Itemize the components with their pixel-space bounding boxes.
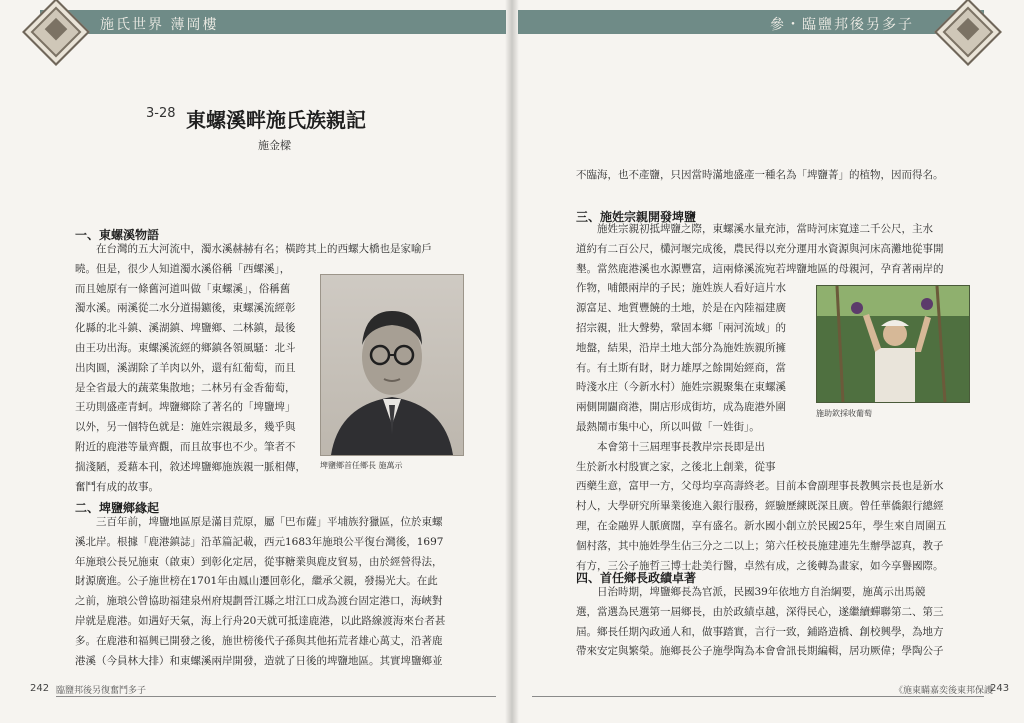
text-line: 港溪（今員林大排）和東螺溪兩岸開發，造就了日後的埤鹽地區。其實埤鹽鄉並 [75, 654, 443, 667]
text-line: 西藥生意，富甲一方，父母均享高壽終老。目前本會副理事長教興宗長也是新水 [576, 480, 944, 493]
text-line: 附近的鹿港等量齊觀，而且故事也不少。筆者不 [75, 440, 296, 453]
text-line: 是全省最大的蔬菜集散地；二林另有金香葡萄， [75, 381, 296, 394]
text-line: 王功則盛產青蚵。埤鹽鄉除了著名的「埤鹽埤」 [75, 401, 296, 414]
text-line: 岸就是鹿港。如遇好天氣，海上行舟20天就可抵達鹿港，以此路線渡海來台者甚 [75, 614, 446, 627]
section-heading: 一、東螺溪物語 [75, 228, 160, 242]
portrait-illustration [321, 275, 463, 455]
header-text: 參・臨鹽邦後另多子 [770, 17, 914, 33]
text-line: 有方，三公子施哲三博士赴美行醫，卓然有成，之後轉為畫家，如今享譽國際。 [576, 559, 944, 572]
photo-caption: 埤鹽鄉首任鄉長 施萬示 [320, 461, 403, 470]
text-line: 以外，另一個特色就是：施姓宗親最多，幾乎與 [75, 421, 296, 434]
text-line: 屆。鄉長任期內政通人和，做事踏實，言行一致，鋪路造橋、創校興學，為地方 [576, 625, 944, 638]
text-line: 村人，大學研究所畢業後進入銀行服務，經驗歷練既深且廣。曾任華僑銀行總經 [576, 500, 944, 513]
page-number: 242 [30, 683, 50, 694]
text-line: 帶來安定與繁榮。施鄉長公子施學陶為本會會訊長期編輯，居功厥偉；學陶公子 [576, 645, 944, 658]
article-number: 3-28 [146, 106, 176, 121]
text-line: 源富足、地質豐饒的土地，於是在內陸福建廣 [576, 302, 786, 315]
section-heading: 四、首任鄉長政績卓著 [576, 571, 697, 585]
text-line: 日治時期，埤鹽鄉長為官派，民國39年依地方自治綱要，施萬示出馬競 [576, 586, 926, 598]
text-line: 化縣的北斗鎮、溪湖鎮、埤鹽鄉、二林鎮，最後 [75, 322, 296, 335]
text-line: 有。有土斯有財，財力雄厚之餘開始經商，當 [576, 361, 786, 374]
text-line: 奮鬥有成的故事。 [75, 480, 159, 493]
text-line: 招宗親，壯大聲勢，鞏固本鄉「兩河流域」的 [576, 321, 786, 334]
text-line: 年施琅公長兄施東（啟東）到彰化定居，從事糖業與鹿皮貿易，由於經營得法， [75, 555, 443, 568]
article-title: 東螺溪畔施氏族親記 [186, 108, 366, 132]
text-line: 生於新水村殷實之家，之後北上創業，從事 [576, 460, 776, 473]
page-number: 243 [990, 683, 1010, 694]
text-line: 三百年前，埤鹽地區原是滿目荒原，屬「巴布薩」平埔族狩獵區，位於東螺 [75, 516, 443, 528]
text-line: 在台灣的五大河流中，濁水溪赫赫有名；橫跨其上的西螺大橋也是家喻戶 [75, 243, 432, 255]
footer-text: 《施東瞞嘉奕後東邦保護 [894, 686, 994, 696]
section-body [576, 166, 976, 186]
text-line: 最熱鬧市集中心，所以叫做「一姓街」。 [576, 420, 760, 433]
footer-rule [532, 696, 984, 697]
right-page [512, 0, 1024, 723]
vineyard-photo [816, 285, 970, 403]
text-line: 墾。當然鹿港溪也水源豐富，這兩條溪流宛若埤鹽地區的母親河，孕育著兩岸的 [576, 262, 944, 275]
text-line: 個村落，其中施姓學生佔三分之二以上；第六任校長施建連先生辦學認真，教子 [576, 539, 944, 552]
text-line: 濁水溪。兩溪從二水分道揚鑣後，東螺溪流經彰 [75, 302, 296, 315]
header-text: 施氏世界 薄岡樓 [100, 17, 219, 33]
text-line: 而且她原有一條舊河道叫做「東螺溪」，俗稱舊 [75, 282, 291, 295]
text-line: 地盤，結果，沿岸土地大部分為施姓族親所擁 [576, 341, 786, 354]
text-line: 時淺水庄（今新水村）施姓宗親聚集在東螺溪 [576, 381, 786, 394]
section-heading: 二、埤鹽鄉緣起 [75, 501, 160, 515]
footer-rule [56, 696, 496, 697]
text-line: 曉。但是，很少人知道濁水溪俗稱「西螺溪」， [75, 262, 291, 275]
text-line: 溪北岸。根據「鹿港鎮誌」沿革篇記載，西元1683年施琅公平復台灣後，1697 [75, 535, 444, 548]
text-line: 理，在金融界人脈廣闊，享有盛名。新水國小創立於民國25年，學生來自周圍五 [576, 519, 947, 532]
vineyard-illustration [817, 286, 969, 402]
text-line: 施姓宗親初抵埤鹽之際，東螺溪水量充沛，當時河床寬達二千公尺，主水 [576, 223, 933, 235]
text-line: 本會第十三屆理事長教岸宗長即是出 [576, 440, 765, 453]
section-heading: 三、施姓宗親開發埤鹽 [576, 210, 697, 224]
photo-caption: 施助欽採收葡萄 [816, 409, 872, 418]
author-name: 施金樑 [258, 139, 291, 152]
text-line: 不臨海，也不產鹽，只因當時滿地盛產一種名為「埤鹽菁」的植物，因而得名。 [576, 169, 944, 181]
text-line: 由王功出海。東螺溪流經的鄉鎮各領風騷：北斗 [75, 341, 296, 354]
text-line: 道約有二百公尺，欉河堰完成後，農民得以充分運用水資源與河床高灘地從事開 [576, 242, 944, 255]
text-line: 兩側開闢商港，開店形成街坊，成為鹿港外圍 [576, 401, 786, 414]
text-line: 出肉圓，溪湖除了羊肉以外，還有紅葡萄，而且 [75, 361, 296, 374]
text-line: 作物，哺餵兩岸的子民；施姓族人看好這片水 [576, 282, 786, 295]
section-body [75, 513, 467, 671]
header-bar [518, 10, 984, 34]
text-line: 財源廣進。公子施世榜在1701年由鳳山遷回彰化，繼承父親，發揚光大。在此 [75, 575, 438, 588]
header-bar [40, 10, 506, 34]
text-line: 多。在鹿港和福興已開發之後，施世榜後代子孫與其他拓荒者雄心萬丈，沿著鹿 [75, 634, 443, 647]
text-line: 揣淺陋，爰藉本刊，敘述埤鹽鄉施族親一脈相傳， [75, 460, 306, 473]
footer-text: 臨鹽邦後另復奮鬥多子 [56, 686, 147, 696]
section-body [576, 583, 978, 662]
text-line: 之前，施琅公曾協助福建泉州府規劃晉江縣之坩江口成為渡台固定港口，海峽對 [75, 595, 443, 608]
portrait-photo [320, 274, 464, 456]
text-line: 選，當選為民選第一屆鄉長，由於政績卓越，深得民心，遂繼續蟬聯第二、第三 [576, 605, 944, 618]
